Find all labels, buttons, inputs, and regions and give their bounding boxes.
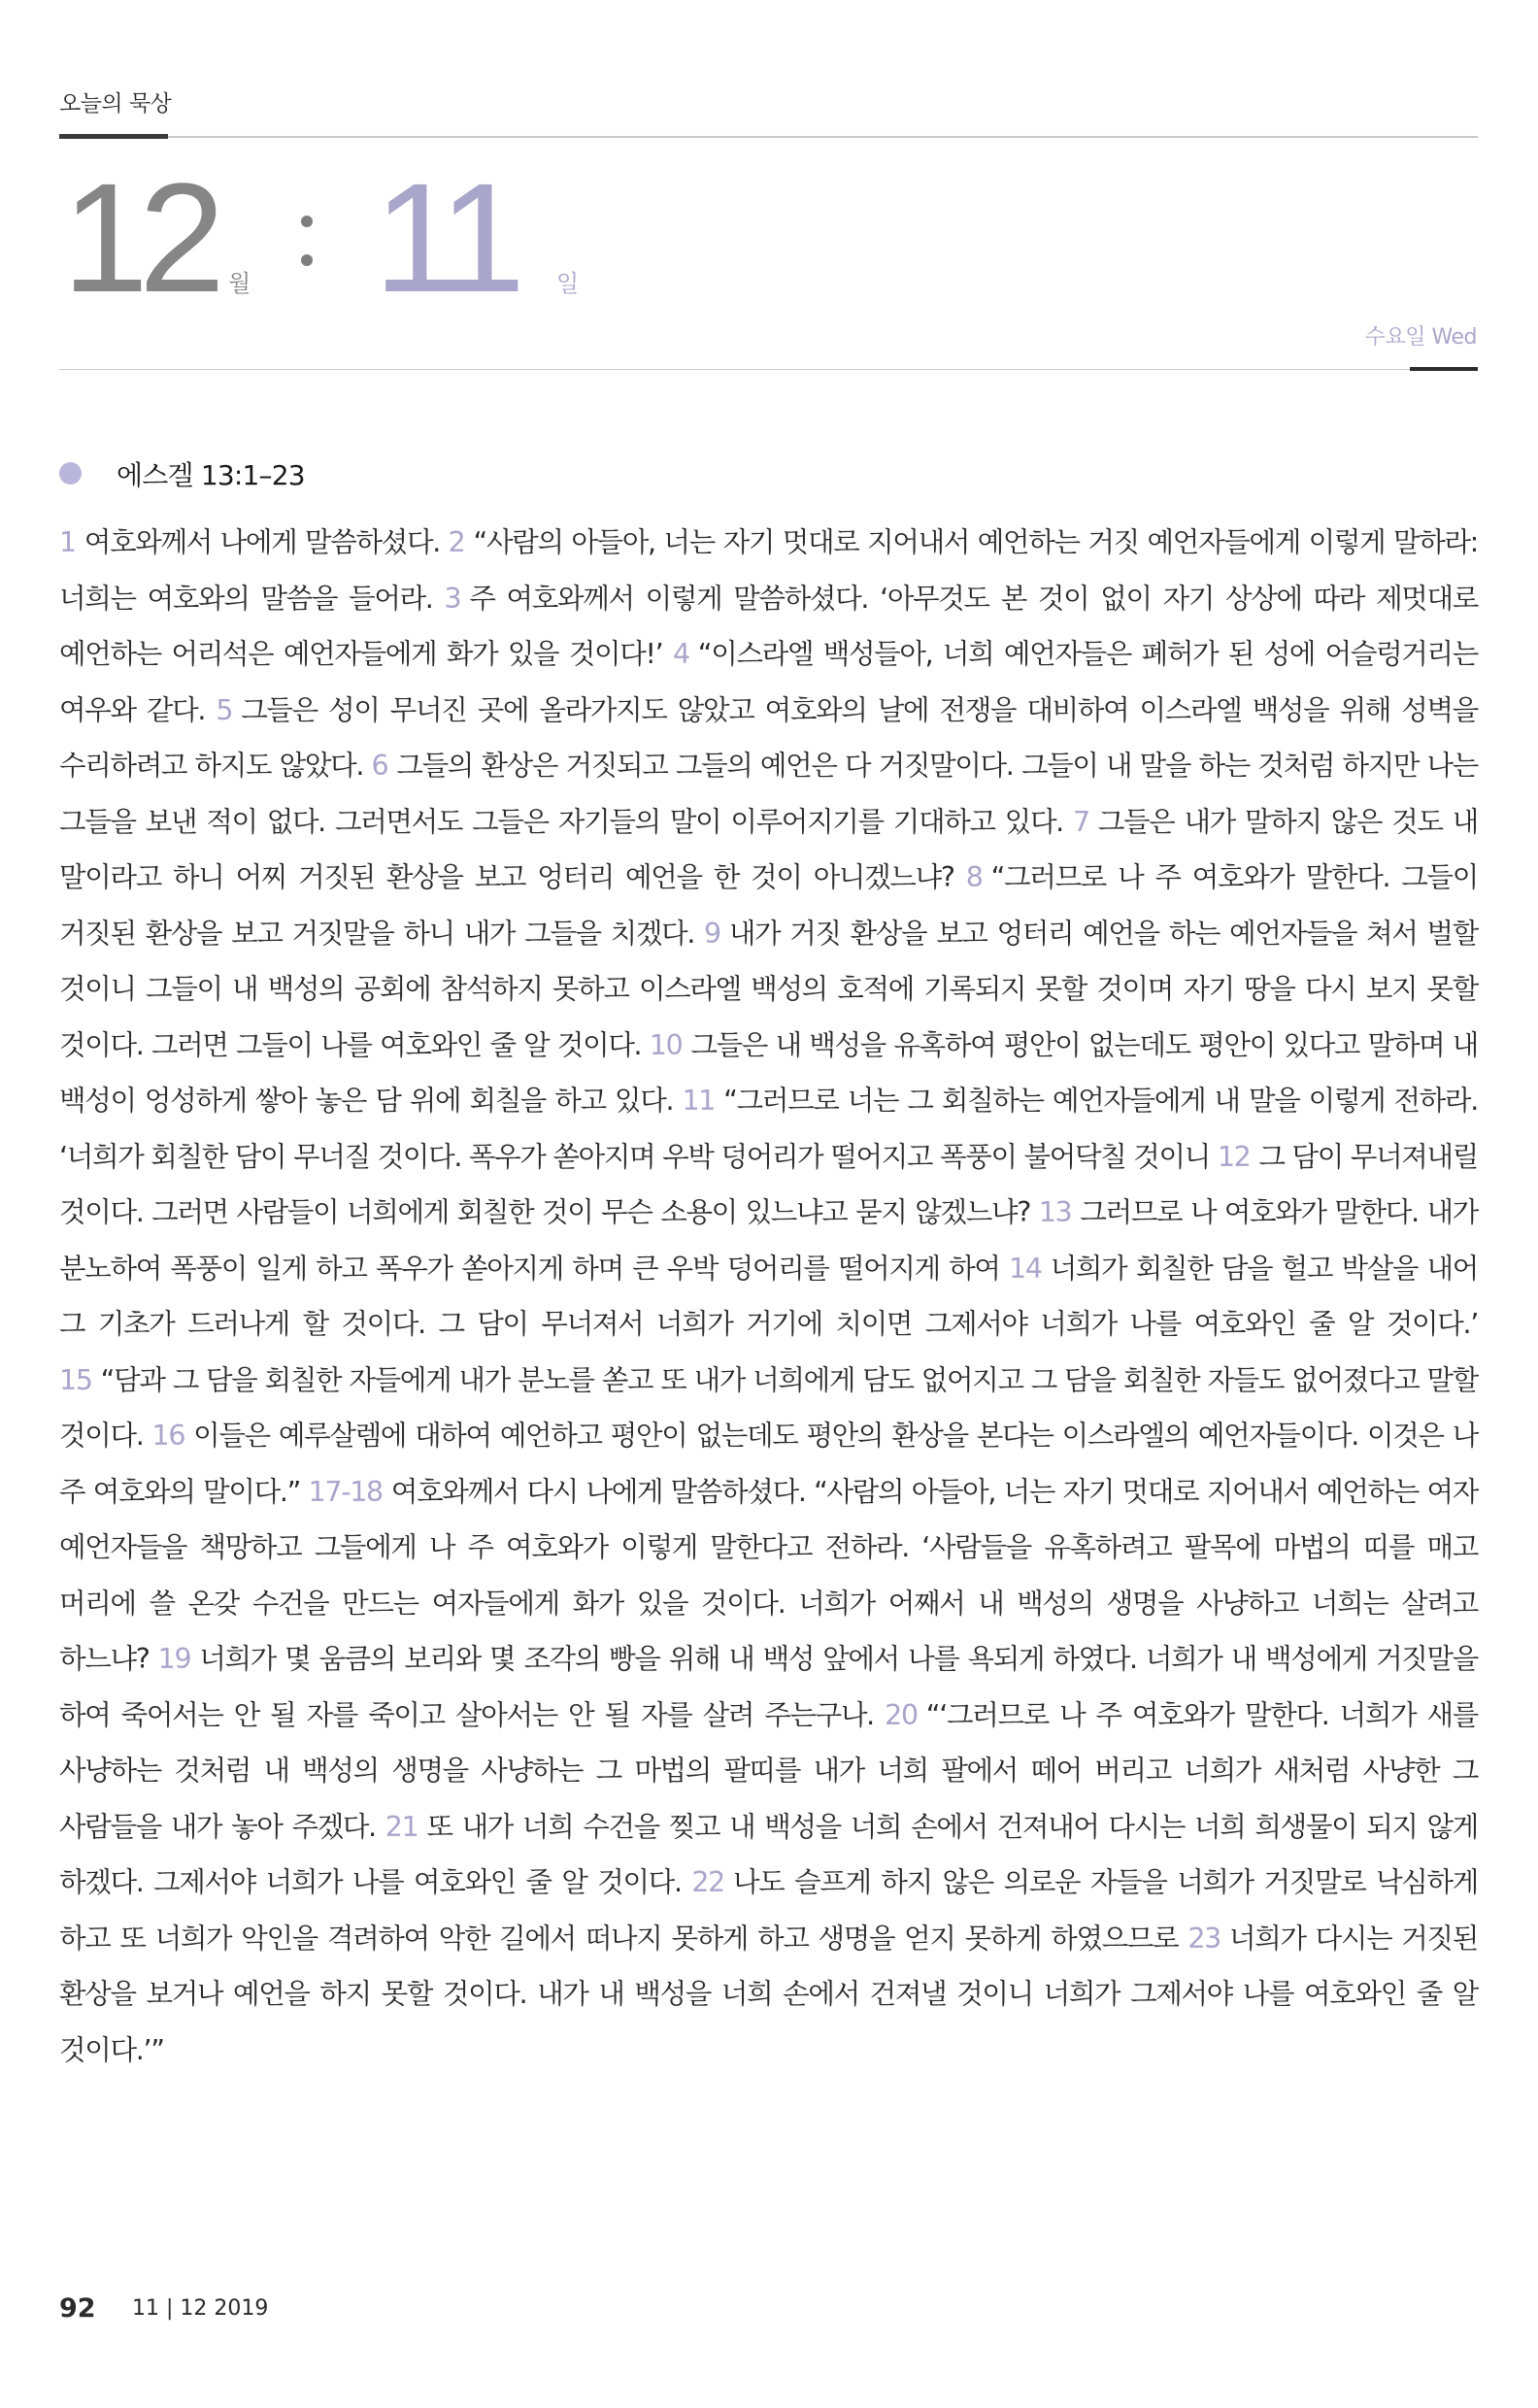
verse-text: “‘그러므로 나 주 여호와가 말한다. 너희가 새를 사냥하는 것처럼 내 백성의 생명을 사냥하는 그 마법의 팔띠를 내가 너희 팔에서 떼어 버리고 너희가 새처럼 사냥한 그 사람들을 내가 놓아 주겠다. (59, 1698, 1478, 1843)
verse-text: 너희가 몇 움큼의 보리와 몇 조각의 빵을 위해 내 백성 앞에서 나를 욕되게 하였다. 너희가 내 백성에게 거짓말을 하여 죽어서는 안 될 자를 죽이고 살아서는 안 될 자를 살려 주는구나. (59, 1643, 1478, 1731)
top-rule-accent (59, 134, 168, 139)
verse-text: 그들은 성이 무너진 곳에 올라가지도 않았고 여호와의 날에 전쟁을 대비하여 이스라엘 백성을 위해 성벽을 수리하려고 하지도 않았다. (59, 693, 1478, 782)
verse-number: 15 (59, 1363, 92, 1396)
top-rule (59, 136, 1478, 138)
verse (59, 526, 440, 558)
day-unit: 일 (556, 270, 580, 297)
verse-number: 1 (59, 526, 76, 558)
verse-text: 여호와께서 다시 나에게 말씀하셨다. “사람의 아들아, 너는 자기 멋대로 지어내서 예언하는 여자 예언자들을 책망하고 그들에게 나 주 여호와가 이렇게 말한다고 전하라. ‘사람들을 유혹하려고 팔목에 마법의 띠를 매고 머리에 쓸 온갖 수건을 만드는 여자들에게 화가 있을 것이다. 너희가 어째서 내 백성의 생명을 사냥하고 너희는 살려고 하느냐? (59, 1475, 1479, 1675)
passage-bullet-icon (59, 462, 82, 485)
verse-text: 또 내가 너희 수건을 찢고 내 백성을 너희 손에서 건져내어 다시는 너희 희생물이 되지 않게 하겠다. 그제서야 너희가 나를 여호와인 줄 알 것이다. (59, 1810, 1478, 1898)
verse-number: 20 (885, 1698, 918, 1731)
verse-text: 주 여호와께서 이렇게 말씀하셨다. ‘아무것도 본 것이 없이 자기 상상에 따라 제멋대로 예언하는 어리석은 예언자들에게 화가 있을 것이다!’ (59, 582, 1479, 670)
verse-text: “이스라엘 백성들아, 너희 예언자들은 폐허가 된 성에 어슬렁거리는 여우와 같다. (59, 638, 1478, 726)
month-unit: 월 (228, 270, 251, 297)
section-label: 오늘의 묵상 (59, 91, 172, 117)
verse-text: 그들의 환상은 거짓되고 그들의 예언은 다 거짓말이다. 그들이 내 말을 하는 것처럼 하지만 나는 그들을 보낸 적이 없다. 그러면서도 그들은 자기들의 말이 이루어지기를 기대하고 있다. (59, 750, 1478, 838)
verse-number: 8 (965, 861, 983, 893)
verse-text: 너희가 다시는 거짓된 환상을 보거나 예언을 하지 못할 것이다. 내가 내 백성을 너희 손에서 건져낼 것이니 너희가 그제서야 나를 여호와인 줄 알 것이다.’” (59, 1922, 1478, 2066)
verse-number: 5 (216, 693, 233, 726)
month-number: 12 (62, 150, 216, 324)
verse-text: 그 담이 무너져내릴 것이다. 그러면 사람들이 너희에게 회칠한 것이 무슨 소용이 있느냐고 묻지 않겠느냐? (59, 1140, 1478, 1228)
verse-number: 3 (444, 582, 461, 615)
verse-text: 그러므로 나 여호와가 말한다. 내가 분노하여 폭풍이 일게 하고 폭우가 쏟아지게 하며 큰 우박 덩어리를 떨어지게 하여 (59, 1196, 1478, 1285)
mid-rule (59, 369, 1478, 370)
verse-number: 2 (448, 526, 465, 558)
verse-number: 23 (1187, 1922, 1220, 1955)
verse-text: “담과 그 담을 회칠한 자들에게 내가 분노를 쏟고 또 내가 너희에게 담도 없어지고 그 담을 회칠한 자들도 없어졌다고 말할 것이다. (59, 1363, 1478, 1452)
date-colon-bottom (301, 254, 313, 266)
verse-number: 9 (704, 917, 720, 950)
verse-number: 17-18 (308, 1475, 383, 1508)
issue-info: 11 | 12 2019 (132, 2296, 269, 2321)
passage-reference: 에스겔 13:1–23 (117, 459, 305, 491)
date-colon-top (301, 216, 313, 227)
verse-text: 너희가 회칠한 담을 헐고 박살을 내어 그 기초가 드러나게 할 것이다. 그 담이 무너져서 너희가 거기에 치이면 그제서야 너희가 나를 여호와인 줄 알 것이다.’ (59, 1252, 1478, 1340)
verse-number: 7 (1072, 805, 1089, 838)
verse-text: “그러므로 나 주 여호와가 말한다. 그들이 거짓된 환상을 보고 거짓말을 하니 내가 그들을 치겠다. (59, 861, 1479, 950)
verse-text: 그들은 내가 말하지 않은 것도 내 말이라고 하니 어찌 거짓된 환상을 보고 엉터리 예언을 한 것이 아니겠느냐? (59, 805, 1478, 893)
verse-number: 4 (672, 638, 689, 670)
verse-text: 내가 거짓 환상을 보고 엉터리 예언을 하는 예언자들을 쳐서 벌할 것이니 그들이 내 백성의 공회에 참석하지 못하고 이스라엘 백성의 호적에 기록되지 못할 것이며 자기 땅을 다시 보지 못할 것이다. 그러면 그들이 나를 여호와인 줄 알 것이다. (59, 917, 1478, 1061)
weekday-accent (1410, 367, 1478, 371)
verse-text: 여호와께서 나에게 말씀하셨다. (84, 526, 440, 558)
verse-text: 나도 슬프게 하지 않은 의로운 자들을 너희가 거짓말로 낙심하게 하고 또 너희가 악인을 격려하여 악한 길에서 떠나지 못하게 하고 생명을 얻지 못하게 하였으므로 (59, 1866, 1478, 1955)
day-number: 11 (374, 150, 517, 324)
verse-number: 10 (649, 1028, 683, 1061)
weekday-label: 수요일 Wed (1364, 325, 1477, 350)
scripture-text (59, 515, 1478, 2078)
verse-number: 19 (157, 1643, 191, 1675)
verse-number: 16 (151, 1420, 185, 1452)
verse-number: 11 (682, 1085, 716, 1117)
verse-text: 이들은 예루살렘에 대하여 예언하고 평안이 없는데도 평안의 환상을 본다는 이스라엘의 예언자들이다. 이것은 나 주 여호와의 말이다.” (59, 1420, 1478, 1508)
verse-text: “사람의 아들아, 너는 자기 멋대로 지어내서 예언하는 거짓 예언자들에게 이렇게 말하라:너희는 여호와의 말씀을 들어라. (59, 526, 1478, 615)
verse-number: 12 (1217, 1140, 1251, 1173)
verse-text: 그들은 내 백성을 유혹하여 평안이 없는데도 평안이 있다고 말하며 내 백성이 엉성하게 쌓아 놓은 담 위에 회칠을 하고 있다. (59, 1028, 1478, 1117)
verse-number: 6 (371, 750, 388, 782)
verse-number: 14 (1009, 1252, 1042, 1285)
verse-text: “그러므로 너는 그 회칠하는 예언자들에게 내 말을 이렇게 전하라. ‘너희가 회칠한 담이 무너질 것이다. 폭우가 쏟아지며 우박 덩어리가 떨어지고 폭풍이 불어닥칠 것이니 (59, 1085, 1479, 1173)
page-number: 92 (59, 2293, 96, 2324)
verse-number: 22 (691, 1866, 725, 1898)
verse-number: 13 (1038, 1196, 1072, 1228)
verse-number: 21 (384, 1810, 418, 1843)
